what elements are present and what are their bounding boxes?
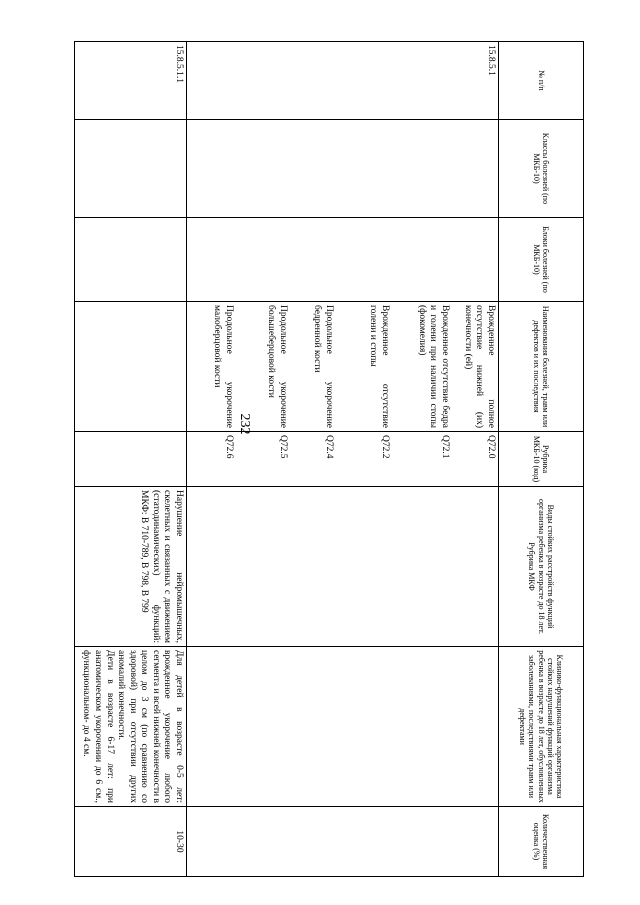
- header-num: № п/п: [499, 42, 584, 120]
- row1-clinical: [187, 647, 499, 807]
- diagnosis-name: Врожденное отсутствие бедра и голени при наличии стопы (фокомелия): [416, 305, 450, 428]
- header-types: Виды стойких расстройств функций организма ребенка в возрасте до 18 лет. Рубрика МКФ: [499, 487, 584, 647]
- header-classes: Классы болезней (по МКБ-10): [499, 120, 584, 218]
- row1-score: [187, 807, 499, 877]
- diagnosis-code: Q72.4: [324, 435, 334, 459]
- diagnosis-name: Врожденное полное отсутствие нижней (их) конечности (ей): [462, 305, 496, 428]
- table-row: [187, 42, 499, 877]
- header-score: Количественная оценка (%): [499, 807, 584, 877]
- row1-num: 15.8.5.1: [187, 42, 499, 120]
- diagnosis-name: Врожденное отсутствие голени и стопы: [368, 305, 390, 428]
- row1-codes: [187, 432, 499, 487]
- header-clinical: Клинико-функциональная характеристика стойких нарушений функций организма ребенка в возрасте до 18 лет, обусловленных заболеваниями, последствиями травм или дефектами: [499, 647, 584, 807]
- row2-clinical: [75, 647, 187, 807]
- diagnosis-code: Q72.1: [440, 435, 450, 459]
- table-header-row: [499, 42, 584, 877]
- diagnosis-name: Продольное укорочение малоберцовой кости: [212, 305, 234, 428]
- disease-table: [74, 41, 584, 877]
- table-row: [75, 42, 187, 877]
- diagnosis-code: Q72.0: [486, 435, 496, 459]
- row2-block: [75, 218, 187, 302]
- row1-block: [187, 218, 499, 302]
- row1-class: [187, 120, 499, 218]
- row1-types: [187, 487, 499, 647]
- row2-names: [75, 302, 187, 432]
- diagnosis-name: Продольное укорочение большеберцовой кости: [266, 305, 288, 428]
- diagnosis-code: Q72.6: [224, 435, 234, 459]
- page-number: 232: [237, 413, 252, 435]
- row2-class: [75, 120, 187, 218]
- header-blocks: Блоки болезней (по МКБ-10): [499, 218, 584, 302]
- rotated-table-container: [74, 41, 584, 876]
- row2-types: Нарушение нейромышечных, скелетных и связанных с движением (статодинамических) функций: МКФ: В 710-789, В 798, В 799: [75, 487, 187, 647]
- diagnosis-code: Q72.5: [278, 435, 288, 459]
- row1-names: [187, 302, 499, 432]
- diagnosis-name: Продольное укорочение бедренной кости: [312, 305, 334, 428]
- header-names: Наименования болезней, травм или дефектов и их последствия: [499, 302, 584, 432]
- row2-score: 10-30: [75, 807, 187, 877]
- row2-num: 15.8.5.1.1: [75, 42, 187, 120]
- row2-codes: [75, 432, 187, 487]
- header-codes: Рубрика МКБ-10 (код): [499, 432, 584, 487]
- clinical-text-2: Дети в возрасте 6-17 лет: при анатомическом укорочении до 6 см., функциональном- до 4 см.: [81, 650, 115, 803]
- clinical-text-1: Для детей в возрасте 0-5 лет: врожденное укорочение любого сегмента и всей нижней конечности в целом до 3 см (по сравнению со здоровой) при отсутствии других аномалий конечности.: [116, 650, 184, 803]
- diagnosis-code: Q72.2: [380, 435, 390, 459]
